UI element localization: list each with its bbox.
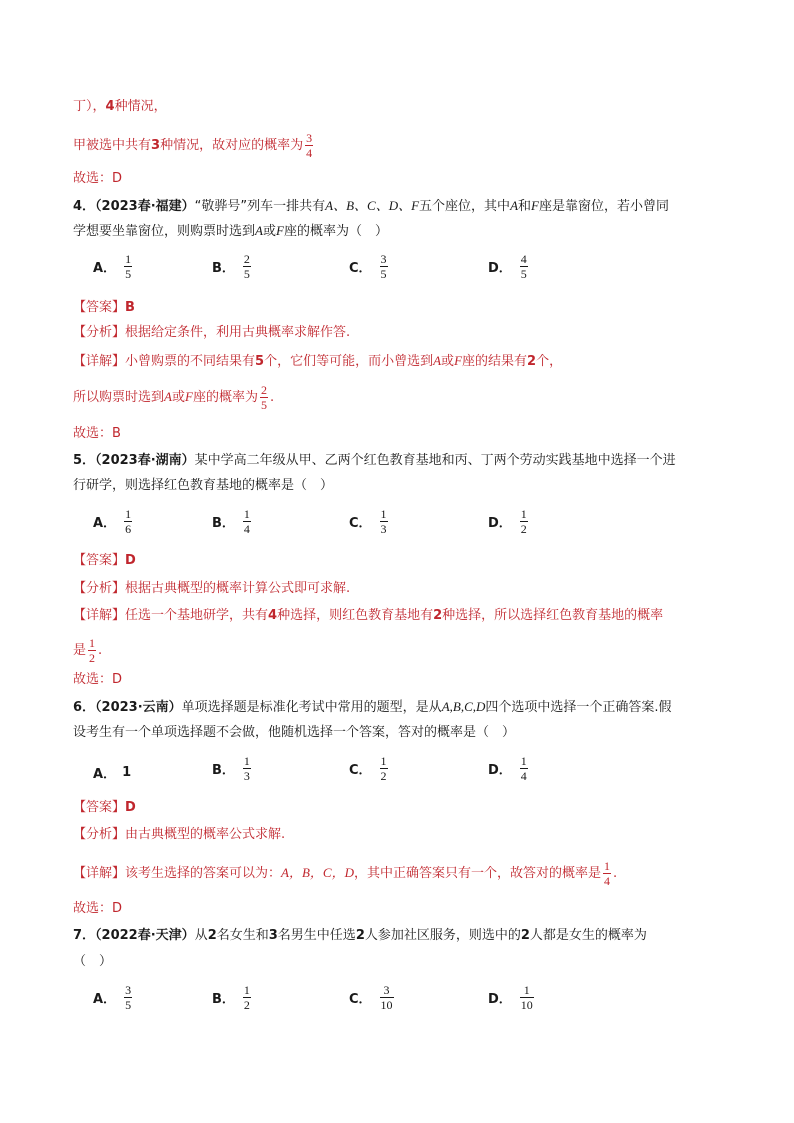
q6-option-a[interactable] xyxy=(93,763,131,782)
fraction-numerator: 1 xyxy=(125,252,132,266)
q6-option-c[interactable] xyxy=(349,755,390,782)
q6-stem-line-2: 设考生有一个单项选择题不会做，他随机选择一个答案，答对的概率是（ ） xyxy=(73,725,516,740)
fraction xyxy=(124,508,132,535)
fraction-denominator: 3 xyxy=(380,522,387,536)
detail-number: 2 xyxy=(433,608,443,623)
detail-tag: 【详解】 xyxy=(73,354,126,369)
fraction xyxy=(520,508,528,535)
question-number: 4． xyxy=(73,199,96,214)
question-source: （2023·云南） xyxy=(95,700,182,715)
fraction-numerator: 3 xyxy=(306,131,313,145)
option-label: C． xyxy=(349,516,372,531)
math-letter: F xyxy=(531,198,539,213)
q5-answer xyxy=(73,552,136,570)
option-label: D． xyxy=(488,992,512,1007)
fraction-numerator: 1 xyxy=(520,754,527,768)
question-text: “敬骅号”列车一排共有 xyxy=(194,199,326,214)
detail-text: 该考生选择的答案可以为： xyxy=(125,866,282,881)
fraction-numerator: 3 xyxy=(125,983,132,997)
answer-value: D xyxy=(125,800,136,815)
fraction xyxy=(380,755,388,782)
fraction-denominator: 5 xyxy=(125,998,132,1012)
fraction xyxy=(124,253,132,280)
detail-number: 5 xyxy=(255,354,265,369)
fraction xyxy=(520,755,528,782)
fraction xyxy=(88,637,96,664)
option-label: B． xyxy=(212,992,235,1007)
fraction xyxy=(243,984,251,1011)
detail-text: 任选一个基地研学，共有 xyxy=(125,608,269,623)
math-letter: A xyxy=(255,223,263,238)
fraction-denominator: 5 xyxy=(380,267,387,281)
q5-option-a[interactable] xyxy=(93,508,134,535)
option-label: C． xyxy=(349,992,372,1007)
q4-analysis xyxy=(73,324,350,342)
math-letter: F xyxy=(275,223,284,238)
analysis-tag: 【分析】 xyxy=(73,827,126,842)
intro-line-1 xyxy=(73,98,167,116)
q4-stem-line-1 xyxy=(73,197,669,216)
math-letters: A、B、C、D、F xyxy=(325,198,420,213)
detail-text: 或 xyxy=(441,354,455,369)
fraction xyxy=(243,508,251,535)
intro-text: 种情况， xyxy=(114,99,167,114)
question-text: 名男生中任选 xyxy=(277,928,356,943)
question-number: 7． xyxy=(73,928,96,943)
detail-text: 个， xyxy=(536,354,563,369)
option-label: A． xyxy=(93,992,117,1007)
q4-final-answer: 故选：B xyxy=(73,426,121,441)
fraction xyxy=(380,508,388,535)
q4-detail-line-2 xyxy=(73,384,274,411)
question-source: （2023春·福建） xyxy=(95,199,195,214)
option-value: 1 xyxy=(122,765,132,780)
q6-answer xyxy=(73,799,136,817)
question-text: 座是靠窗位，若小曾同 xyxy=(538,199,669,214)
intro-text: 种情况，故对应的概率为 xyxy=(160,138,304,153)
option-label: A． xyxy=(93,516,117,531)
q6-detail xyxy=(73,860,617,887)
option-label: D． xyxy=(488,516,512,531)
detail-text: 座的概率为 xyxy=(192,390,258,405)
q4-option-c[interactable] xyxy=(349,253,390,280)
detail-text: 所以购票时选到 xyxy=(73,390,165,405)
question-text: 人都是女生的概率为 xyxy=(529,928,647,943)
q5-stem-line-1 xyxy=(73,452,676,470)
intro-text: 丁）， xyxy=(73,99,106,114)
intro-text: 甲被选中共有 xyxy=(73,138,152,153)
q7-stem-line-1 xyxy=(73,927,647,945)
q6-stem-line-1 xyxy=(73,698,672,717)
q5-final-answer: 故选：D xyxy=(73,672,123,687)
fraction xyxy=(520,984,534,1011)
fraction-numerator: 2 xyxy=(260,383,267,397)
q5-analysis xyxy=(73,580,350,598)
analysis-tag: 【分析】 xyxy=(73,325,126,340)
detail-tag: 【详解】 xyxy=(73,608,126,623)
question-text: 和 xyxy=(518,199,532,214)
q7-option-d[interactable] xyxy=(488,984,536,1011)
fraction-denominator: 4 xyxy=(520,769,527,783)
fraction-numerator: 1 xyxy=(380,507,387,521)
fraction-denominator: 10 xyxy=(380,998,393,1012)
option-label: D． xyxy=(488,763,512,778)
question-text: 人参加社区服务，则选中的 xyxy=(364,928,521,943)
question-number-value: 3 xyxy=(268,928,278,943)
answer-value: D xyxy=(125,553,136,568)
fraction-numerator: 4 xyxy=(520,252,527,266)
q4-option-a[interactable] xyxy=(93,253,134,280)
question-number-value: 2 xyxy=(520,928,530,943)
question-text: 座的概率为（ ） xyxy=(283,224,388,239)
q6-final-answer: 故选：D xyxy=(73,901,123,916)
fraction xyxy=(305,132,313,159)
analysis-text: 根据古典概型的概率计算公式即可求解. xyxy=(125,581,351,596)
q4-answer xyxy=(73,299,135,317)
detail-number: 4 xyxy=(268,608,278,623)
option-label: A． xyxy=(93,767,117,782)
fraction-denominator: 5 xyxy=(243,267,250,281)
fraction-denominator: 10 xyxy=(520,998,533,1012)
intro-number: 4 xyxy=(105,99,115,114)
intro-number: 3 xyxy=(151,138,161,153)
fraction xyxy=(380,984,394,1011)
fraction-denominator: 2 xyxy=(520,522,527,536)
fraction-numerator: 3 xyxy=(383,983,390,997)
q4-option-b[interactable] xyxy=(212,253,253,280)
answer-value: B xyxy=(125,300,135,315)
q7-option-b[interactable] xyxy=(212,984,253,1011)
fraction-denominator: 5 xyxy=(260,398,267,412)
detail-text: 种选择，所以选择红色教育基地的概率 xyxy=(442,608,664,623)
q6-option-d[interactable] xyxy=(488,755,530,782)
fraction xyxy=(603,860,611,887)
fraction xyxy=(243,755,251,782)
question-text: 或 xyxy=(262,224,276,239)
fraction xyxy=(380,253,388,280)
detail-number: 2 xyxy=(527,354,537,369)
q5-detail-line-2 xyxy=(73,637,102,664)
analysis-text: 根据给定条件，利用古典概率求解作答. xyxy=(125,325,351,340)
q4-detail-line-1 xyxy=(73,352,562,371)
fraction-denominator: 2 xyxy=(243,998,250,1012)
math-letters: A,B,C,D xyxy=(441,699,486,714)
fraction-numerator: 1 xyxy=(89,636,96,650)
option-label: C． xyxy=(349,261,372,276)
fraction xyxy=(520,253,528,280)
analysis-text: 由古典概型的概率公式求解. xyxy=(125,827,286,842)
detail-text: 或 xyxy=(171,390,185,405)
fraction-denominator: 6 xyxy=(125,522,132,536)
q5-stem-line-2: 行研学，则选择红色教育基地的概率是（ ） xyxy=(73,478,334,493)
detail-text: 是 xyxy=(73,643,87,658)
q7-option-c[interactable] xyxy=(349,984,396,1011)
q7-option-a[interactable] xyxy=(93,984,134,1011)
math-letter: A xyxy=(510,198,519,213)
math-letters: A，B，C，D xyxy=(281,865,354,880)
fraction-numerator: 1 xyxy=(523,983,530,997)
fraction-denominator: 4 xyxy=(243,522,250,536)
fraction-numerator: 1 xyxy=(604,859,610,873)
fraction-numerator: 1 xyxy=(520,507,527,521)
question-text: 学想要坐靠窗位，则购票时选到 xyxy=(73,224,256,239)
question-source: （2022春·天津） xyxy=(95,928,195,943)
detail-text: . xyxy=(613,866,618,881)
q7-stem-line-2: （ ） xyxy=(73,954,113,969)
fraction-denominator: 3 xyxy=(243,769,250,783)
question-number: 5． xyxy=(73,453,96,468)
intro-line-2 xyxy=(73,132,315,159)
q6-analysis xyxy=(73,826,285,844)
option-label: A． xyxy=(93,261,117,276)
question-text: 五个座位，其中 xyxy=(419,199,511,214)
question-source: （2023春·湖南） xyxy=(95,453,195,468)
detail-text: 种选择，则红色教育基地有 xyxy=(277,608,434,623)
detail-text: . xyxy=(269,390,275,405)
math-letter: F xyxy=(454,353,463,368)
option-label: C． xyxy=(349,763,372,778)
fraction-numerator: 1 xyxy=(243,754,250,768)
q4-option-d[interactable] xyxy=(488,253,530,280)
fraction-numerator: 1 xyxy=(380,754,387,768)
q5-option-b[interactable] xyxy=(212,508,253,535)
q5-option-d[interactable] xyxy=(488,508,530,535)
option-label: B． xyxy=(212,763,235,778)
detail-text: ，其中正确答案只有一个，故答对的概率是 xyxy=(353,866,601,881)
fraction xyxy=(124,984,132,1011)
question-number-value: 2 xyxy=(207,928,217,943)
detail-text: 座的结果有 xyxy=(462,354,528,369)
question-text: 四个选项中选择一个正确答案.假 xyxy=(485,700,672,715)
detail-tag: 【详解】 xyxy=(73,866,126,881)
math-letter: A xyxy=(433,353,442,368)
question-number: 6． xyxy=(73,700,96,715)
intro-final-answer: 故选：D xyxy=(73,171,123,186)
analysis-tag: 【分析】 xyxy=(73,581,126,596)
detail-text: 小曾购票的不同结果有 xyxy=(125,354,256,369)
math-letter: A xyxy=(164,389,172,404)
fraction xyxy=(243,253,251,280)
answer-tag: 【答案】 xyxy=(73,553,126,568)
option-label: B． xyxy=(212,516,235,531)
fraction-numerator: 1 xyxy=(243,983,250,997)
question-number-value: 2 xyxy=(355,928,365,943)
fraction-numerator: 3 xyxy=(380,252,387,266)
fraction-denominator: 4 xyxy=(604,874,610,888)
q5-detail-line-1 xyxy=(73,607,663,625)
question-text: 单项选择题是标准化考试中常用的题型，是从 xyxy=(181,700,442,715)
detail-text: 个，它们等可能，而小曾选到 xyxy=(264,354,434,369)
q5-option-c[interactable] xyxy=(349,508,390,535)
question-text: 从 xyxy=(194,928,208,943)
fraction xyxy=(260,384,268,411)
fraction-numerator: 1 xyxy=(243,507,250,521)
fraction-denominator: 5 xyxy=(520,267,527,281)
fraction-denominator: 5 xyxy=(125,267,132,281)
fraction-denominator: 2 xyxy=(89,651,96,665)
q4-stem-line-2 xyxy=(73,222,388,241)
answer-tag: 【答案】 xyxy=(73,800,126,815)
answer-tag: 【答案】 xyxy=(73,300,126,315)
fraction-denominator: 2 xyxy=(380,769,387,783)
fraction-denominator: 4 xyxy=(306,146,313,160)
option-label: B． xyxy=(212,261,235,276)
question-text: 某中学高二年级从甲、乙两个红色教育基地和丙、丁两个劳动实践基地中选择一个进 xyxy=(194,453,676,468)
fraction-numerator: 1 xyxy=(125,507,132,521)
fraction-numerator: 2 xyxy=(243,252,250,266)
q6-option-b[interactable] xyxy=(212,755,253,782)
option-label: D． xyxy=(488,261,512,276)
math-letter: F xyxy=(184,389,193,404)
question-text: 名女生和 xyxy=(216,928,269,943)
detail-text: . xyxy=(98,643,103,658)
